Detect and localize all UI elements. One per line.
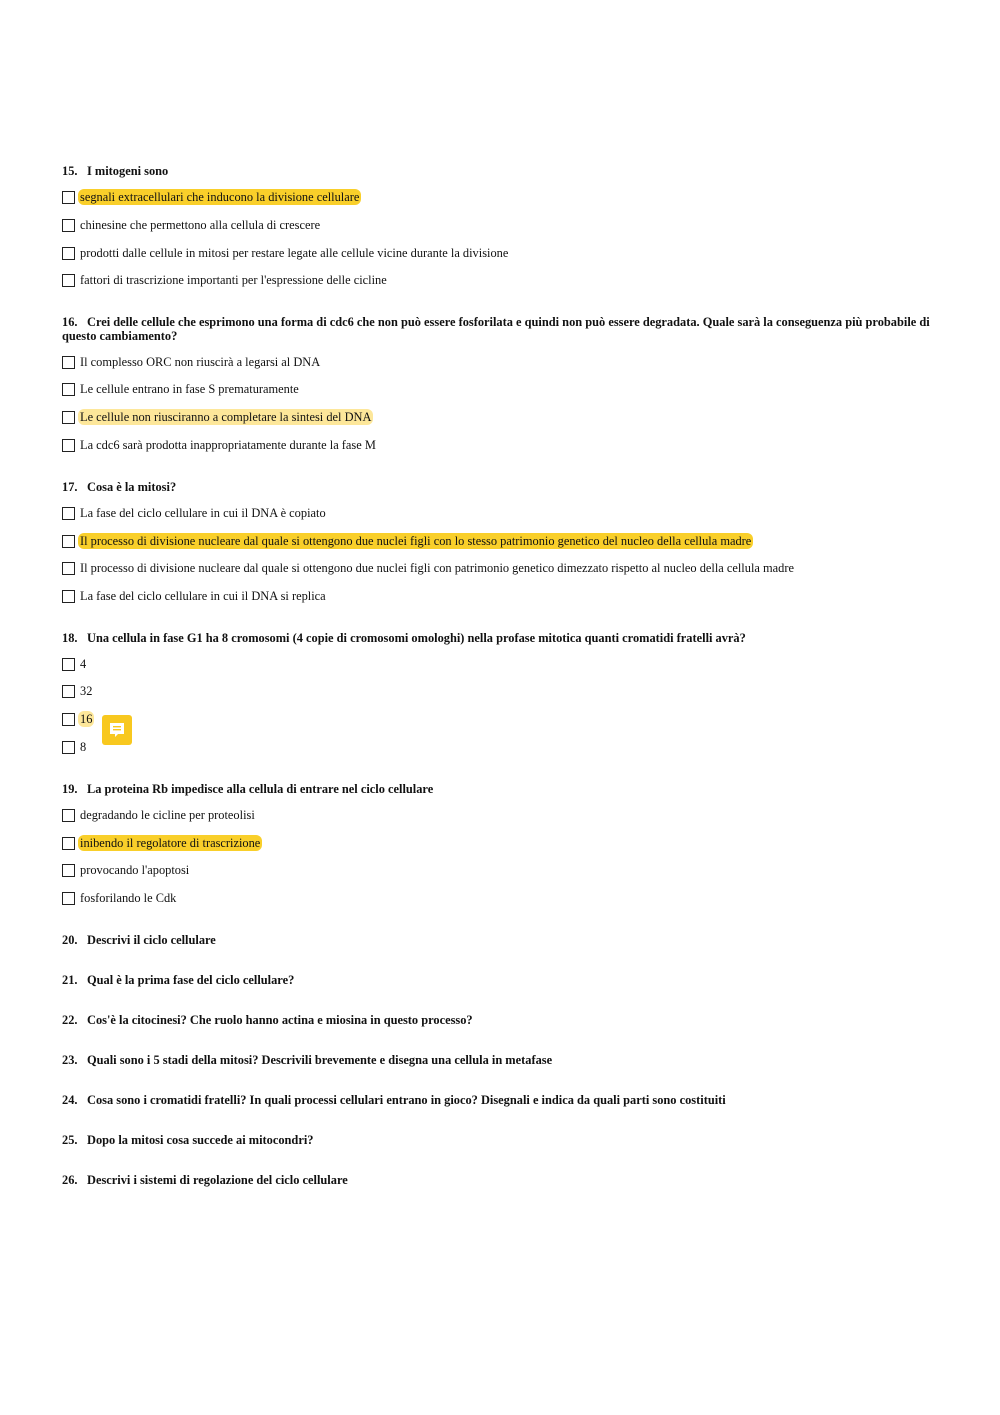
option-label: degradando le cicline per proteolisi xyxy=(80,808,255,822)
question-number: 18. xyxy=(62,631,78,645)
checkbox[interactable] xyxy=(62,356,75,369)
checkbox[interactable] xyxy=(62,274,75,287)
option-label: chinesine che permettono alla cellula di crescere xyxy=(80,218,321,232)
option-q16-a[interactable] xyxy=(62,354,322,370)
question-16 xyxy=(62,315,942,343)
checkbox[interactable] xyxy=(62,864,75,877)
checkbox[interactable] xyxy=(62,247,75,260)
checkbox[interactable] xyxy=(62,658,75,671)
question-number: 22. xyxy=(62,1013,78,1027)
checkbox[interactable] xyxy=(62,713,75,726)
question-15 xyxy=(62,164,942,178)
checkbox[interactable] xyxy=(62,892,75,905)
option-label: La fase del ciclo cellulare in cui il DNA si replica xyxy=(80,589,326,603)
question-number: 24. xyxy=(62,1093,78,1107)
checkbox[interactable] xyxy=(62,411,75,424)
option-label: segnali extracellulari che inducono la divisione cellulare xyxy=(80,190,360,204)
question-20 xyxy=(62,933,942,947)
checkbox[interactable] xyxy=(62,590,75,603)
option-q19-c[interactable] xyxy=(62,862,191,878)
question-number: 16. xyxy=(62,315,78,329)
question-number: 23. xyxy=(62,1053,78,1067)
checkbox[interactable] xyxy=(62,685,75,698)
option-label: Il processo di divisione nucleare dal quale si ottengono due nuclei figli con lo stesso patrimonio genetico del nucleo della cellula madre xyxy=(80,534,752,548)
question-number: 15. xyxy=(62,164,78,178)
option-label: provocando l'apoptosi xyxy=(80,863,190,877)
checkbox[interactable] xyxy=(62,809,75,822)
option-q15-b[interactable] xyxy=(62,217,322,233)
option-q19-a[interactable] xyxy=(62,807,257,823)
question-text: Una cellula in fase G1 ha 8 cromosomi (4 copie di cromosomi omologhi) nella profase mitotica quanti cromatidi fratelli avrà? xyxy=(87,631,746,645)
question-23 xyxy=(62,1053,942,1067)
question-text: Descrivi il ciclo cellulare xyxy=(87,933,216,947)
option-q16-b[interactable] xyxy=(62,381,301,397)
option-q17-a[interactable] xyxy=(62,505,328,521)
option-label: 8 xyxy=(80,740,87,754)
checkbox[interactable] xyxy=(62,191,75,204)
option-label: Le cellule entrano in fase S prematuramente xyxy=(80,382,299,396)
question-text: La proteina Rb impedisce alla cellula di entrare nel ciclo cellulare xyxy=(87,782,434,796)
checkbox[interactable] xyxy=(62,741,75,754)
question-text: Cos'è la citocinesi? Che ruolo hanno actina e miosina in questo processo? xyxy=(87,1013,473,1027)
question-text: Descrivi i sistemi di regolazione del ciclo cellulare xyxy=(87,1173,348,1187)
option-label: 4 xyxy=(80,657,87,671)
question-text: Qual è la prima fase del ciclo cellulare? xyxy=(87,973,295,987)
checkbox[interactable] xyxy=(62,535,75,548)
option-label: fattori di trascrizione importanti per l'espressione delle cicline xyxy=(80,273,387,287)
option-q18-b[interactable] xyxy=(62,683,94,699)
option-q15-c[interactable] xyxy=(62,245,510,261)
option-label: 32 xyxy=(80,684,93,698)
question-text: I mitogeni sono xyxy=(87,164,169,178)
option-label: 16 xyxy=(80,712,93,726)
checkbox[interactable] xyxy=(62,562,75,575)
option-q18-c[interactable] xyxy=(62,711,94,727)
option-label: Il complesso ORC non riuscirà a legarsi al DNA xyxy=(80,355,321,369)
question-19 xyxy=(62,782,942,796)
comment-note-icon[interactable] xyxy=(102,715,132,745)
question-text: Quali sono i 5 stadi della mitosi? Descrivili brevemente e disegna una cellula in metafase xyxy=(87,1053,553,1067)
question-number: 26. xyxy=(62,1173,78,1187)
checkbox[interactable] xyxy=(62,383,75,396)
question-17 xyxy=(62,480,942,494)
checkbox[interactable] xyxy=(62,507,75,520)
question-26 xyxy=(62,1173,942,1187)
option-q19-b[interactable] xyxy=(62,835,262,851)
question-21 xyxy=(62,973,942,987)
question-text: Crei delle cellule che esprimono una forma di cdc6 che non può essere fosforilata e quindi non può essere degradata. Quale sarà la conseguenza più probabile di questo cambiamento? xyxy=(62,315,930,343)
question-25 xyxy=(62,1133,942,1147)
option-q19-d[interactable] xyxy=(62,890,178,906)
option-label: La fase del ciclo cellulare in cui il DNA è copiato xyxy=(80,506,326,520)
option-label: inibendo il regolatore di trascrizione xyxy=(80,836,261,850)
question-22 xyxy=(62,1013,942,1027)
question-number: 19. xyxy=(62,782,78,796)
option-q18-d[interactable] xyxy=(62,739,88,755)
question-number: 21. xyxy=(62,973,78,987)
option-q16-d[interactable] xyxy=(62,437,378,453)
option-label: prodotti dalle cellule in mitosi per restare legate alle cellule vicine durante la divisione xyxy=(80,246,509,260)
option-q15-d[interactable] xyxy=(62,272,389,288)
option-q17-b[interactable] xyxy=(62,533,753,549)
option-label: Il processo di divisione nucleare dal quale si ottengono due nuclei figli con patrimonio genetico dimezzato rispetto al nucleo della cellula madre xyxy=(80,561,794,575)
checkbox[interactable] xyxy=(62,439,75,452)
question-number: 25. xyxy=(62,1133,78,1147)
question-18 xyxy=(62,631,942,645)
question-number: 20. xyxy=(62,933,78,947)
option-q17-d[interactable] xyxy=(62,588,328,604)
question-text: Dopo la mitosi cosa succede ai mitocondri? xyxy=(87,1133,314,1147)
question-text: Cosa è la mitosi? xyxy=(87,480,177,494)
option-label: Le cellule non riusciranno a completare la sintesi del DNA xyxy=(80,410,372,424)
option-label: La cdc6 sarà prodotta inappropriatamente durante la fase M xyxy=(80,438,376,452)
option-q15-a[interactable] xyxy=(62,189,361,205)
question-number: 17. xyxy=(62,480,78,494)
question-24 xyxy=(62,1093,942,1107)
option-label: fosforilando le Cdk xyxy=(80,891,177,905)
checkbox[interactable] xyxy=(62,837,75,850)
checkbox[interactable] xyxy=(62,219,75,232)
option-q18-a[interactable] xyxy=(62,656,88,672)
question-text: Cosa sono i cromatidi fratelli? In quali processi cellulari entrano in gioco? Disegnali e indica da quali parti sono costituiti xyxy=(87,1093,726,1107)
option-q17-c[interactable] xyxy=(62,560,796,576)
option-q16-c[interactable] xyxy=(62,409,373,425)
